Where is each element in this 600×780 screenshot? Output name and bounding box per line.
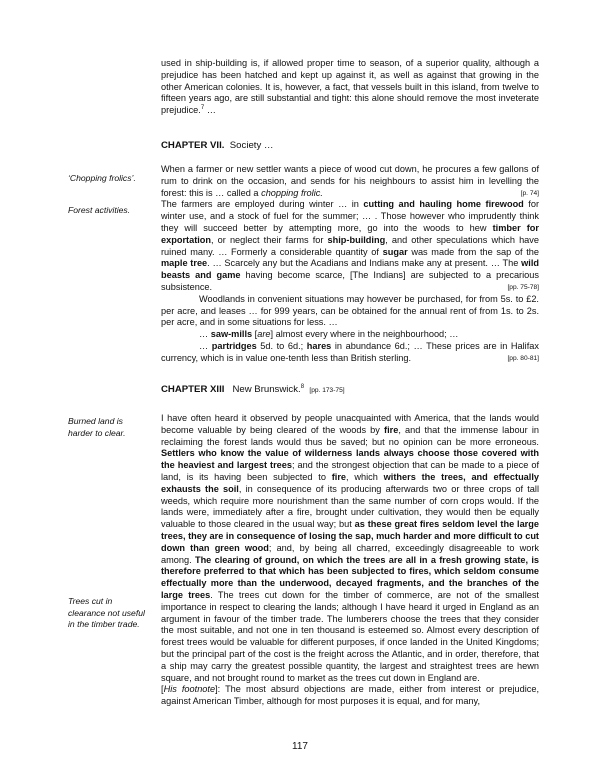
margin-note-burned-land: Burned land is harder to clear. (68, 416, 126, 438)
chapter-7-paragraph-2: The farmers are employed during winter … in cutting and hauling home firewood for winter use, and a stock of fuel for the summer; … . Those however who imprudently think they will succeed better by attempting more, go into the woods to hew timber for exportation, or neglect their farms for ship-building, and other speculations which have ruined many. … Formerly a considerable quantity of sugar was made from the sap of the maple tree. … Scarcely any but the Acadians and Indians make any at present. … The wild beasts and game having become scarce, [The Indians] are subjected to a precarious subsistence. [pp. 75-78] (161, 199, 540, 292)
chapter-7-paragraph-4: … saw-mills [are] almost every where in the neighbourhood; … (199, 329, 459, 340)
margin-note-trees-cut: Trees cut in clearance not useful in the timber trade. (68, 596, 145, 629)
page-number: 117 (292, 741, 308, 752)
chapter-7-title: Society … (229, 140, 274, 151)
continuation-paragraph: used in ship-building is, if allowed proper time to season, of a superior quality, although a prejudice has been hatched and kept up against it, as well as against that growing in the other American colonies. It is, however, a fact, that vessels built in this island, from twelve to fifteen years ago, are still substantial and tight: this alone should remove the most inveterate prejudice.$^7$ … (161, 58, 539, 116)
chapter-13-title: New Brunswick. (232, 384, 301, 395)
page-reference: [pp. 80-81] (507, 354, 539, 362)
footnote-mark-7: 7 (200, 105, 205, 112)
chapter-7-label: CHAPTER VII. (161, 140, 225, 151)
chapter-7-body (161, 164, 539, 365)
footnote-mark-8: 8 (300, 383, 305, 390)
continuation-text: used in ship-building is, if allowed proper time to season, of a superior quality, although a prejudice has been hatched and kept up against it, as well as against that growing in the other American colonies. It is, however, a fact, that vessels built in this island, from twelve to fifteen years ago, are still substantial and tight: this alone should remove the most inveterate prejudice. (161, 58, 539, 116)
margin-note-forest-activities: Forest activities. (68, 205, 131, 215)
chapter-7-paragraph-5: … partridges 5d. to 6d.; hares in abundance 6d.; … These prices are in Halifax currency, which is in value one-tenth less than British sterling. [pp. 80-81] (161, 340, 539, 363)
chapter-7-paragraph-3: Woodlands in convenient situations may however be purchased, for from 5s. to £2. per acre, and leases … for 999 years, can be obtained for the annual rent of from 1s. to 2s. per acre, and in some situations for less. … (161, 293, 539, 328)
chapter-13-body (161, 413, 539, 708)
chapter-7-heading (161, 140, 539, 152)
page-reference: [pp. 173-75] (309, 387, 345, 394)
page-reference: [p. 74] (520, 189, 539, 197)
page-reference: [pp. 75-78] (507, 283, 539, 291)
chapter-13-label: CHAPTER XIII (161, 384, 225, 395)
margin-note-chopping-frolics: ‘Chopping frolics’. (68, 173, 136, 183)
chapter-13-paragraph-1: I have often heard it observed by people unacquainted with America, that the lands would become valuable by being cleared of the woods by fire, and that the immense labour in reclaiming the forest lands would thus be saved; but no opinion can be more erroneous. Settlers who know the value of wilderness lands always choose those covered with the heaviest and largest trees; and the strongest objection that can be made to a piece of land, is its having been subjected to fire, which withers the trees, and effectually exhausts the soil, in consequence of its producing afterwards two or three crops of tall weeds, which require more nourishment than the same number of corn crops would. If the lands were, immediately after a fire, brought under cultivation, they would then be equally valuable to those cleared in the usual way; but as these great fires seldom level the large trees, they are in consequence of losing the sap, much harder and more difficult to cut down than green wood; and, by being all charred, exceedingly disagreeable to work among. The clearing of ground, on which the trees are all in a fresh growing state, is therefore preferred to that which has been subjected to fires, which seldom consume effectually more than the underwood, decayed fragments, and the branches of the large trees. The trees cut down for the timber of commerce, are not of the smallest importance in respect to clearing the lands; although I have heard it urged in England as an argument in favour of the timber trade. The lumberers choose the trees that they consider the most suitable, and not one in ten thousand is esteemed so. Almost every description of forest trees would be valuable for different purposes, if once landed in the United Kingdoms; but the principal part of the cost is the freight across the Atlantic, and in order, therefore, that a ship may carry the greatest possible quantity, the largest and straightest trees are hewn square, and not brought round to market as the trees cut down in England are. (161, 413, 540, 683)
chapter-13-paragraph-2: [His footnote]: The most absurd objections are made, either from interest or prejudice, against American Timber, although for most purposes it is equal, and for many, (161, 684, 540, 707)
chapter-13-heading (161, 384, 539, 397)
chapter-7-paragraph-1: When a farmer or new settler wants a piece of wood cut down, he procures a few gallons of rum to drink on the occasion, and sends for his neighbours to assist him in levelling the forest: this is … called a chopping frolic. [p. 74] (161, 164, 539, 198)
